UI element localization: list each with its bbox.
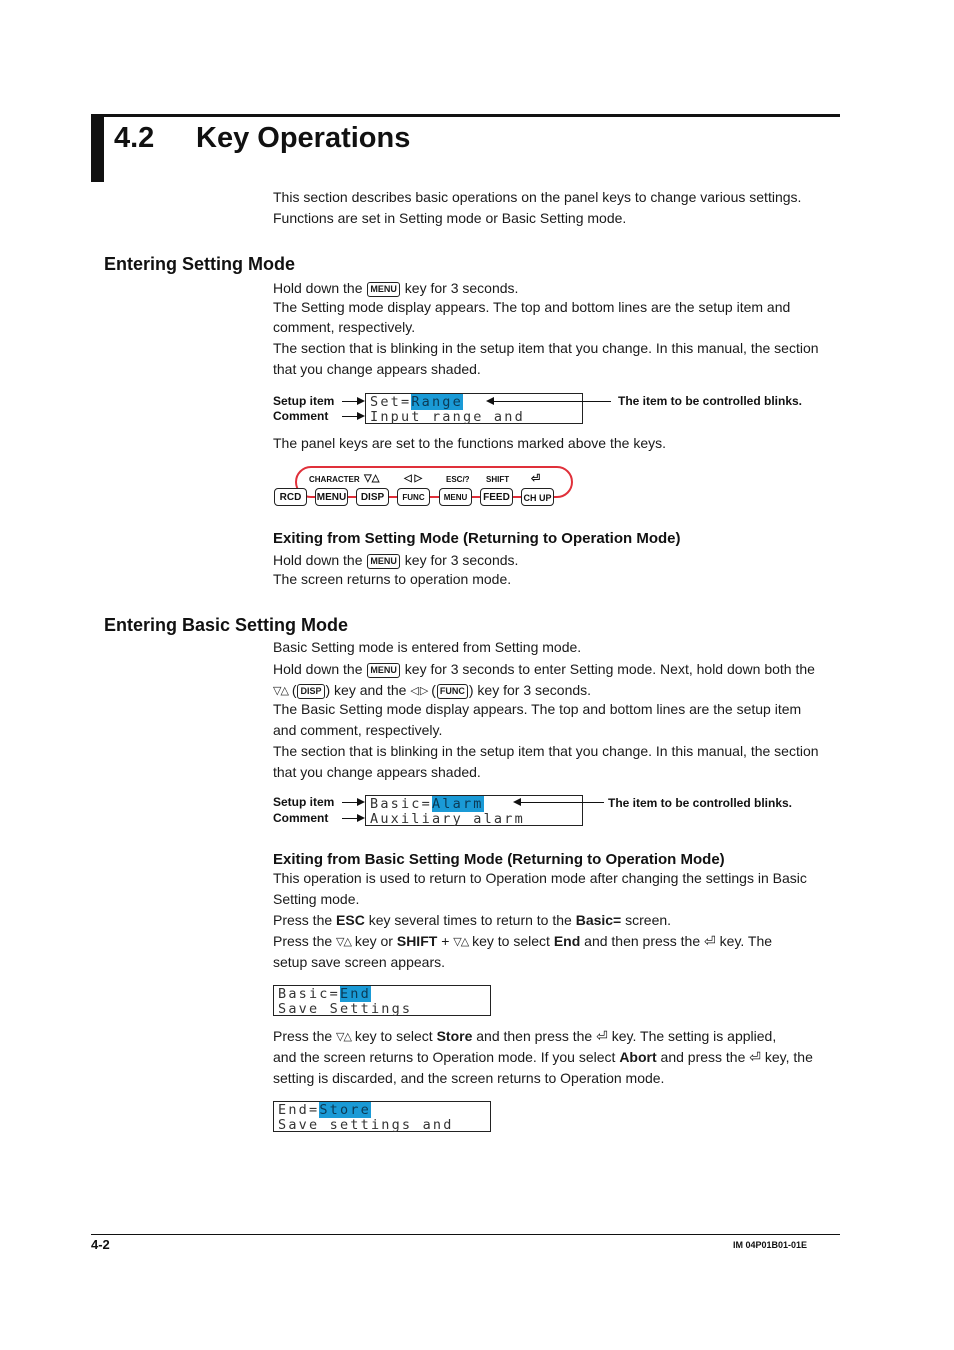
arrow-setup-basic-line bbox=[342, 802, 358, 803]
lcd-top-row bbox=[278, 987, 486, 1002]
entering-setting-p3: comment, respectively. bbox=[273, 319, 416, 335]
arrow-setup-line bbox=[342, 401, 358, 402]
text: Press the bbox=[273, 933, 333, 949]
menu-key-icon: MENU bbox=[367, 282, 400, 297]
entering-basic-p2 bbox=[273, 659, 815, 680]
left-right-icon: ◁ ▷ bbox=[410, 684, 428, 697]
lcd-end-store bbox=[273, 1101, 491, 1132]
exiting-basic-p7 bbox=[273, 1047, 813, 1068]
enter-icon: ⏎ bbox=[749, 1049, 761, 1065]
lcd-highlight: Store bbox=[319, 1102, 371, 1118]
disp-key-icon: DISP bbox=[297, 684, 324, 699]
arrow-comment-basic-head bbox=[357, 814, 365, 822]
exiting-basic-p3 bbox=[273, 910, 671, 931]
text: ) key and the bbox=[325, 682, 407, 698]
enter-icon: ⏎ bbox=[704, 933, 716, 949]
entering-setting-p1 bbox=[273, 278, 518, 299]
arrow-setup-basic-head bbox=[357, 798, 365, 806]
section-title: Key Operations bbox=[196, 122, 411, 154]
enter-icon: ⏎ bbox=[596, 1028, 608, 1044]
rcd-key[interactable]: RCD bbox=[274, 488, 307, 506]
menu-key-icon: MENU bbox=[367, 554, 400, 569]
footer-rule bbox=[91, 1234, 840, 1235]
text: key for 3 seconds. bbox=[404, 552, 519, 568]
text: screen. bbox=[625, 912, 672, 928]
exiting-basic-p8: setting is discarded, and the screen returns to Operation mode. bbox=[273, 1070, 665, 1086]
lcd-bottom-row: Auxiliary alarm bbox=[370, 811, 525, 827]
feed-key[interactable]: FEED bbox=[480, 488, 513, 506]
shift-key-name: SHIFT bbox=[396, 933, 438, 949]
entering-setting-p4: The section that is blinking in the setup item that you change. In this manual, the section bbox=[273, 340, 819, 356]
text: and then press the bbox=[476, 1028, 593, 1044]
page-number: 4-2 bbox=[91, 1237, 110, 1252]
entering-basic-p5: and comment, respectively. bbox=[273, 722, 443, 738]
down-up-icon: ▽△ bbox=[336, 1030, 351, 1043]
text: Basic= bbox=[278, 986, 340, 1002]
arrow-comment-head bbox=[357, 412, 365, 420]
exiting-setting-p2: The screen returns to operation mode. bbox=[273, 571, 512, 587]
abort-option: Abort bbox=[619, 1049, 657, 1065]
label-comment: Comment bbox=[273, 409, 329, 423]
basic-screen-name: Basic= bbox=[575, 912, 622, 928]
esc-key-name: ESC bbox=[336, 912, 365, 928]
entering-setting-p5: that you change appears shaded. bbox=[273, 361, 481, 377]
header-black-bar bbox=[91, 114, 104, 182]
disp-key[interactable]: DISP bbox=[356, 488, 389, 506]
func-key-icon: FUNC bbox=[437, 684, 468, 699]
fn-label-down-up: ▽△ bbox=[364, 473, 380, 484]
document-id: IM 04P01B01-01E bbox=[733, 1240, 808, 1250]
fn-label-character: CHARACTER bbox=[309, 475, 360, 484]
exiting-basic-p6 bbox=[273, 1026, 776, 1048]
fn-label-esc: ESC/? bbox=[446, 475, 470, 484]
ch-up-key[interactable]: CH UP bbox=[521, 488, 554, 506]
lcd-bottom-row: Input range and bbox=[370, 409, 525, 425]
label-setup-item: Setup item bbox=[273, 394, 335, 408]
arrow-blink-basic-line bbox=[520, 802, 604, 803]
text: key for 3 seconds. bbox=[404, 280, 519, 296]
lcd-setting-mode bbox=[365, 393, 583, 424]
intro-line-2: Functions are set in Setting mode or Basic Setting mode. bbox=[273, 210, 627, 226]
heading-exiting-setting-mode: Exiting from Setting Mode (Returning to Operation Mode) bbox=[273, 530, 681, 547]
section-number: 4.2 bbox=[114, 122, 155, 154]
lcd-bottom-row: Save Settings bbox=[278, 1001, 413, 1017]
text: Hold down the bbox=[273, 280, 363, 296]
menu-key-2[interactable]: MENU bbox=[439, 488, 472, 506]
text: key for 3 seconds to enter Setting mode. Next, hold down both the bbox=[404, 661, 815, 677]
exiting-setting-p1 bbox=[273, 550, 518, 571]
lcd-bottom-row: Save settings and bbox=[278, 1117, 454, 1133]
text: key. The setting is applied, bbox=[611, 1028, 777, 1044]
exiting-basic-p2: Setting mode. bbox=[273, 891, 360, 907]
fn-label-enter: ⏎ bbox=[531, 473, 541, 485]
panel-text: The panel keys are set to the functions marked above the keys. bbox=[273, 435, 666, 451]
text: ( bbox=[431, 682, 436, 698]
lcd-top-row bbox=[370, 395, 578, 410]
text: and then press the bbox=[584, 933, 701, 949]
lcd-basic-setting-mode bbox=[365, 795, 583, 826]
func-key[interactable]: FUNC bbox=[397, 488, 430, 506]
text: Press the bbox=[273, 1028, 333, 1044]
text: End= bbox=[278, 1102, 320, 1118]
lcd-top-row bbox=[370, 797, 578, 812]
entering-basic-p6: The section that is blinking in the setup item that you change. In this manual, the section bbox=[273, 743, 819, 759]
fn-label-left-right: ◁ ▷ bbox=[404, 473, 423, 484]
menu-key-icon: MENU bbox=[367, 663, 400, 678]
heading-exiting-basic-setting-mode: Exiting from Basic Setting Mode (Returning to Operation Mode) bbox=[273, 851, 725, 868]
end-option: End bbox=[553, 933, 581, 949]
text: + bbox=[441, 933, 450, 949]
exiting-basic-p4 bbox=[273, 931, 772, 953]
text: and press the bbox=[660, 1049, 746, 1065]
exiting-basic-p1: This operation is used to return to Operation mode after changing the settings in Basic bbox=[273, 870, 807, 886]
label-comment-basic: Comment bbox=[273, 811, 329, 825]
intro-line-1: This section describes basic operations on the panel keys to change various settings. bbox=[273, 189, 802, 205]
arrow-comment-line bbox=[342, 416, 358, 417]
text: Hold down the bbox=[273, 661, 363, 677]
arrow-setup-head bbox=[357, 397, 365, 405]
lcd-highlight: Alarm bbox=[431, 796, 484, 812]
text: key. The bbox=[719, 933, 773, 949]
text: and the screen returns to Operation mode. If you select bbox=[273, 1049, 616, 1065]
entering-basic-p4: The Basic Setting mode display appears. The top and bottom lines are the setup item bbox=[273, 701, 802, 717]
text: ( bbox=[291, 682, 297, 698]
entering-setting-p2: The Setting mode display appears. The top and bottom lines are the setup item and bbox=[273, 299, 791, 315]
text: key to select bbox=[354, 1028, 433, 1044]
menu-key[interactable]: MENU bbox=[315, 488, 348, 506]
fn-label-shift: SHIFT bbox=[486, 475, 510, 484]
lcd-basic-end bbox=[273, 985, 491, 1016]
text: key or bbox=[354, 933, 393, 949]
down-up-icon: ▽△ bbox=[273, 684, 288, 697]
lcd-top-row bbox=[278, 1103, 486, 1118]
text: key, the bbox=[764, 1049, 813, 1065]
arrow-blink-line bbox=[493, 401, 611, 402]
heading-entering-basic-setting-mode: Entering Basic Setting Mode bbox=[104, 615, 349, 635]
lcd-highlight: End bbox=[339, 986, 371, 1002]
text: Hold down the bbox=[273, 552, 363, 568]
exiting-basic-p5: setup save screen appears. bbox=[273, 954, 445, 970]
arrow-comment-basic-line bbox=[342, 818, 358, 819]
down-up-icon: ▽△ bbox=[336, 935, 351, 948]
text: Set= bbox=[370, 394, 412, 410]
entering-basic-p1: Basic Setting mode is entered from Setting mode. bbox=[273, 639, 582, 655]
label-blinks: The item to be controlled blinks. bbox=[618, 394, 803, 408]
entering-basic-p7: that you change appears shaded. bbox=[273, 764, 481, 780]
text: ) key for 3 seconds. bbox=[468, 682, 592, 698]
heading-entering-setting-mode: Entering Setting Mode bbox=[104, 254, 295, 274]
text: key to select bbox=[472, 933, 550, 949]
text: key several times to return to the bbox=[368, 912, 572, 928]
text: Basic= bbox=[370, 796, 432, 812]
label-blinks-basic: The item to be controlled blinks. bbox=[608, 796, 793, 810]
header-rule bbox=[104, 114, 840, 117]
label-setup-item-basic: Setup item bbox=[273, 795, 335, 809]
down-up-icon: ▽△ bbox=[453, 935, 469, 948]
text: Press the bbox=[273, 912, 333, 928]
store-option: Store bbox=[436, 1028, 473, 1044]
lcd-highlight: Range bbox=[411, 394, 463, 410]
